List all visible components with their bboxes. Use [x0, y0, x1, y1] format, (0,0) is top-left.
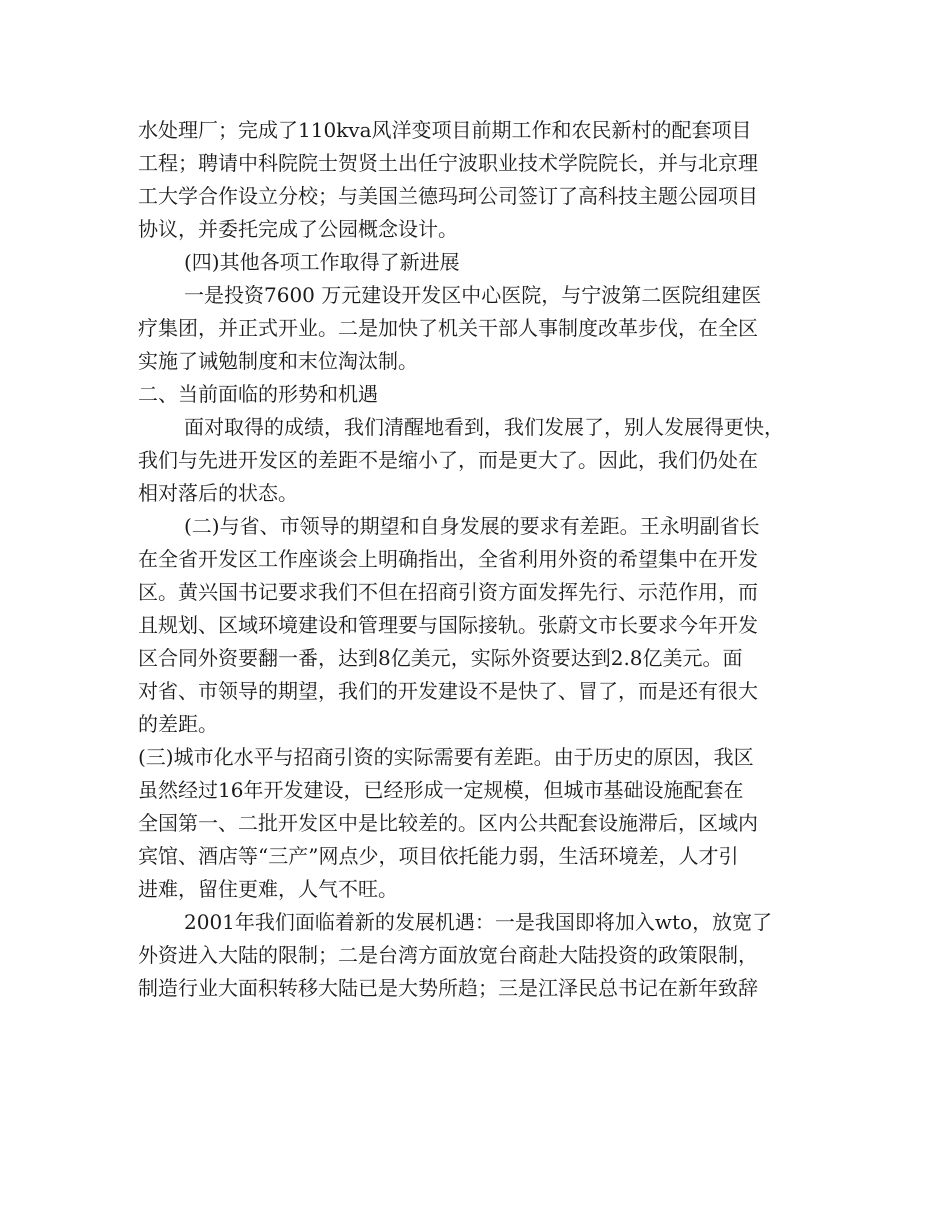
text-line: 的差距。 — [138, 712, 218, 736]
text-line: 虽然经过16年开发建设，已经形成一定规模，但城市基础设施配套在 — [138, 778, 744, 802]
text-line: 区合同外资要翻一番，达到8亿美元，实际外资要达到2.8亿美元。面 — [138, 646, 743, 670]
text-line: 在全省开发区工作座谈会上明确指出，全省利用外资的希望集中在开发 — [138, 547, 758, 571]
text-line: 工大学合作设立分校；与美国兰德玛珂公司签订了高科技主题公园项目 — [138, 184, 758, 208]
text-line: (四)其他各项工作取得了新进展 — [184, 250, 460, 274]
text-line: 实施了诫勉制度和末位淘汰制。 — [138, 349, 418, 373]
text-line: 工程；聘请中科院院士贺贤土出任宁波职业技术学院院长，并与北京理 — [138, 151, 758, 175]
text-line: 疗集团，并正式开业。二是加快了机关干部人事制度改革步伐，在全区 — [138, 316, 758, 340]
text-line: 二、当前面临的形势和机遇 — [138, 382, 378, 406]
text-line: 全国第一、二批开发区中是比较差的。区内公共配套设施滞后，区域内 — [138, 811, 758, 835]
text-line: 制造行业大面积转移大陆已是大势所趋；三是江泽民总书记在新年致辞 — [138, 976, 758, 1000]
text-line: 且规划、区域环境建设和管理要与国际接轨。张蔚文市长要求今年开发 — [138, 613, 758, 637]
text-line: 区。黄兴国书记要求我们不但在招商引资方面发挥先行、示范作用，而 — [138, 580, 758, 604]
text-line: 水处理厂；完成了110kva风洋变项目前期工作和农民新村的配套项目 — [138, 118, 752, 142]
text-line: 我们与先进开发区的差距不是缩小了，而是更大了。因此，我们仍处在 — [138, 448, 758, 472]
text-line: 宾馆、酒店等“三产”网点少，项目依托能力弱，生活环境差，人才引 — [138, 844, 739, 868]
text-line: (三)城市化水平与招商引资的实际需要有差距。由于历史的原因，我区 — [138, 745, 754, 769]
text-line: (二)与省、市领导的期望和自身发展的要求有差距。王永明副省长 — [184, 514, 760, 538]
text-line: 一是投资7600 万元建设开发区中心医院，与宁波第二医院组建医 — [184, 283, 762, 307]
text-line: 面对取得的成绩，我们清醒地看到，我们发展了，别人发展得更快， — [184, 415, 784, 439]
document-body — [138, 114, 828, 1005]
text-line: 对省、市领导的期望，我们的开发建设不是快了、冒了，而是还有很大 — [138, 679, 758, 703]
text-line: 进难，留住更难，人气不旺。 — [138, 877, 398, 901]
text-line: 2001年我们面临着新的发展机遇：一是我国即将加入wto，放宽了 — [184, 910, 773, 934]
text-line: 协议，并委托完成了公园概念设计。 — [138, 217, 458, 241]
text-line: 相对落后的状态。 — [138, 481, 298, 505]
text-line: 外资进入大陆的限制；二是台湾方面放宽台商赴大陆投资的政策限制， — [138, 943, 758, 967]
